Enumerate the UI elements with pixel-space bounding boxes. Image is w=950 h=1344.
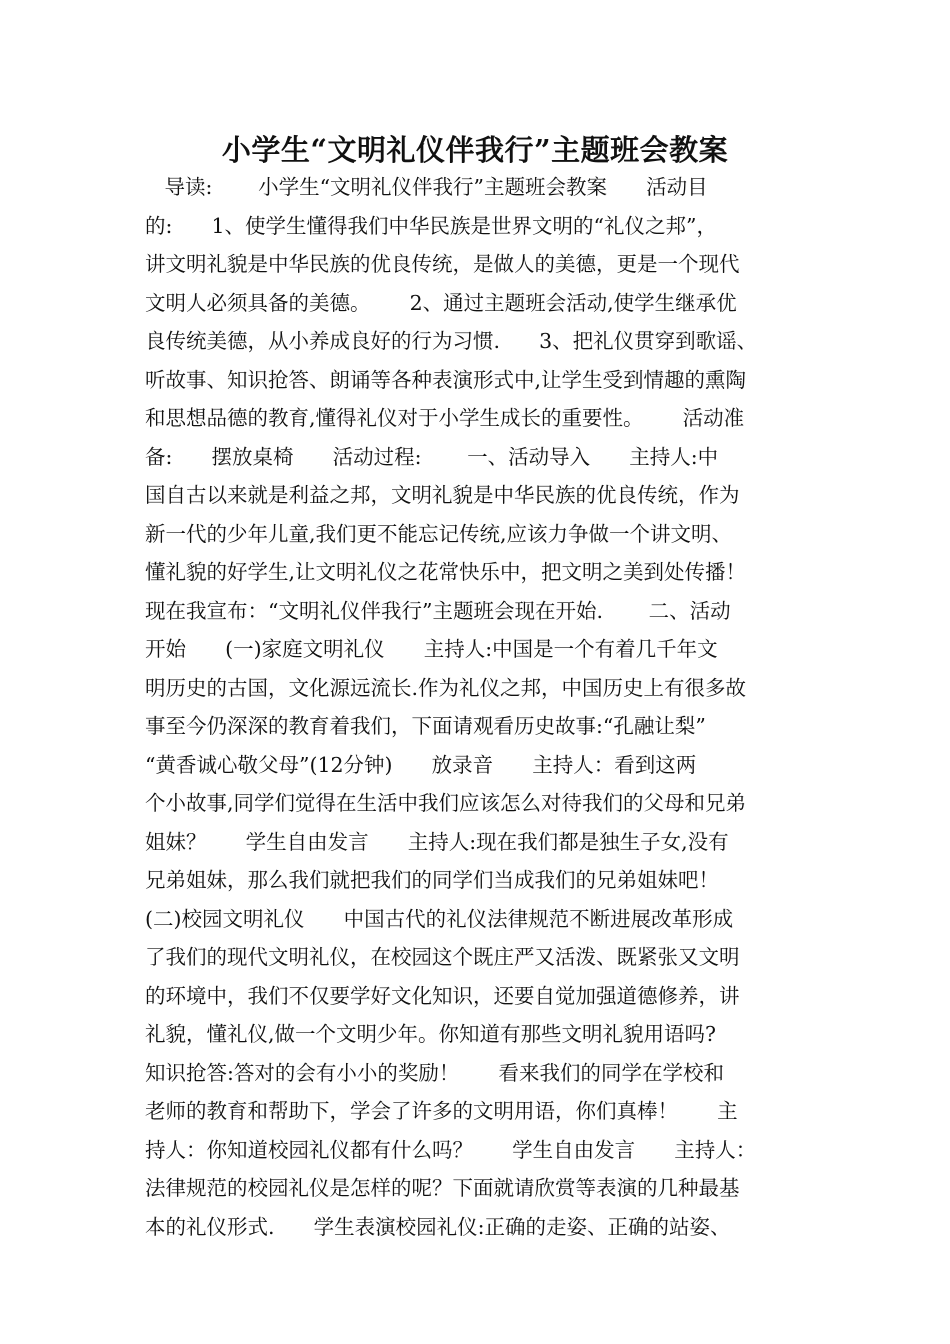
body-line: “黄香诚心敬父母”(12分钟) 放录音 主持人：看到这两 <box>145 752 697 777</box>
body-line: 开始 (一)家庭文明礼仪 主持人:中国是一个有着几千年文 <box>145 637 718 661</box>
document-body <box>145 168 810 1246</box>
body-line: 持人：你知道校园礼仪都有什么吗？ 学生自由发言 主持人： <box>145 1137 757 1162</box>
body-line: 文明人必须具备的美德。 2、通过主题班会活动,使学生继承优 <box>145 290 737 315</box>
body-line: 老师的教育和帮助下，学会了许多的文明用语，你们真棒！ 主 <box>145 1099 738 1123</box>
body-line: 了我们的现代文明礼仪，在校园这个既庄严又活泼、既紧张又文明 <box>145 945 740 969</box>
body-line: 懂礼貌的好学生,让文明礼仪之花常快乐中，把文明之美到处传播！ <box>145 560 747 584</box>
body-line: 法律规范的校园礼仪是怎样的呢？下面就请欣赏等表演的几种最基 <box>145 1176 740 1200</box>
body-line: 姐妹？ 学生自由发言 主持人:现在我们都是独生子女,没有 <box>145 829 729 854</box>
body-line: 备: 摆放桌椅 活动过程: 一、活动导入 主持人:中 <box>145 444 719 469</box>
body-line: 本的礼仪形式. 学生表演校园礼仪:正确的走姿、正确的站姿、 <box>145 1214 731 1239</box>
body-line: 讲文明礼貌是中华民族的优良传统，是做人的美德，更是一个现代 <box>145 252 740 276</box>
body-line: 新一代的少年儿童,我们更不能忘记传统,应该力争做一个讲文明、 <box>145 521 733 546</box>
body-line: 的环境中，我们不仅要学好文化知识，还要自觉加强道德修养，讲 <box>145 983 740 1008</box>
body-line: 知识抢答:答对的会有小小的奖励！ 看来我们的同学在学校和 <box>145 1060 725 1085</box>
body-line: 听故事、知识抢答、朗诵等各种表演形式中,让学生受到情趣的熏陶 <box>145 367 747 392</box>
body-line: 国自古以来就是利益之邦，文明礼貌是中华民族的优良传统，作为 <box>145 483 740 507</box>
document-title: 小学生“文明礼仪伴我行”主题班会教案 <box>221 133 729 167</box>
body-line: 良传统美德，从小养成良好的行为习惯. 3、把礼仪贯穿到歌谣、 <box>145 329 758 353</box>
body-line: 明历史的古国，文化源远流长.作为礼仪之邦，中国历史上有很多故 <box>145 675 747 700</box>
body-line: 礼貌，懂礼仪,做一个文明少年。你知道有那些文明礼貌用语吗? <box>145 1022 717 1046</box>
body-line: 现在我宣布：“文明礼仪伴我行”主题班会现在开始. 二、活动 <box>145 598 731 623</box>
body-line: 导读: 小学生“文明礼仪伴我行”主题班会教案 活动目 <box>145 175 708 199</box>
body-line: 的: 1、使学生懂得我们中华民族是世界文明的“礼仪之邦”， <box>145 213 718 238</box>
body-line: 事至今仍深深的教育着我们，下面请观看历史故事:“孔融让梨” <box>145 714 706 738</box>
body-line: 个小故事,同学们觉得在生活中我们应该怎么对待我们的父母和兄弟 <box>145 791 747 815</box>
body-line: 兄弟姐妹，那么我们就把我们的同学们当成我们的兄弟姐妹吧！ <box>145 868 719 892</box>
body-line: (二)校园文明礼仪 中国古代的礼仪法律规范不断进展改革形成 <box>145 906 734 931</box>
body-line: 和思想品德的教育,懂得礼仪对于小学生成长的重要性。 活动准 <box>145 406 745 430</box>
